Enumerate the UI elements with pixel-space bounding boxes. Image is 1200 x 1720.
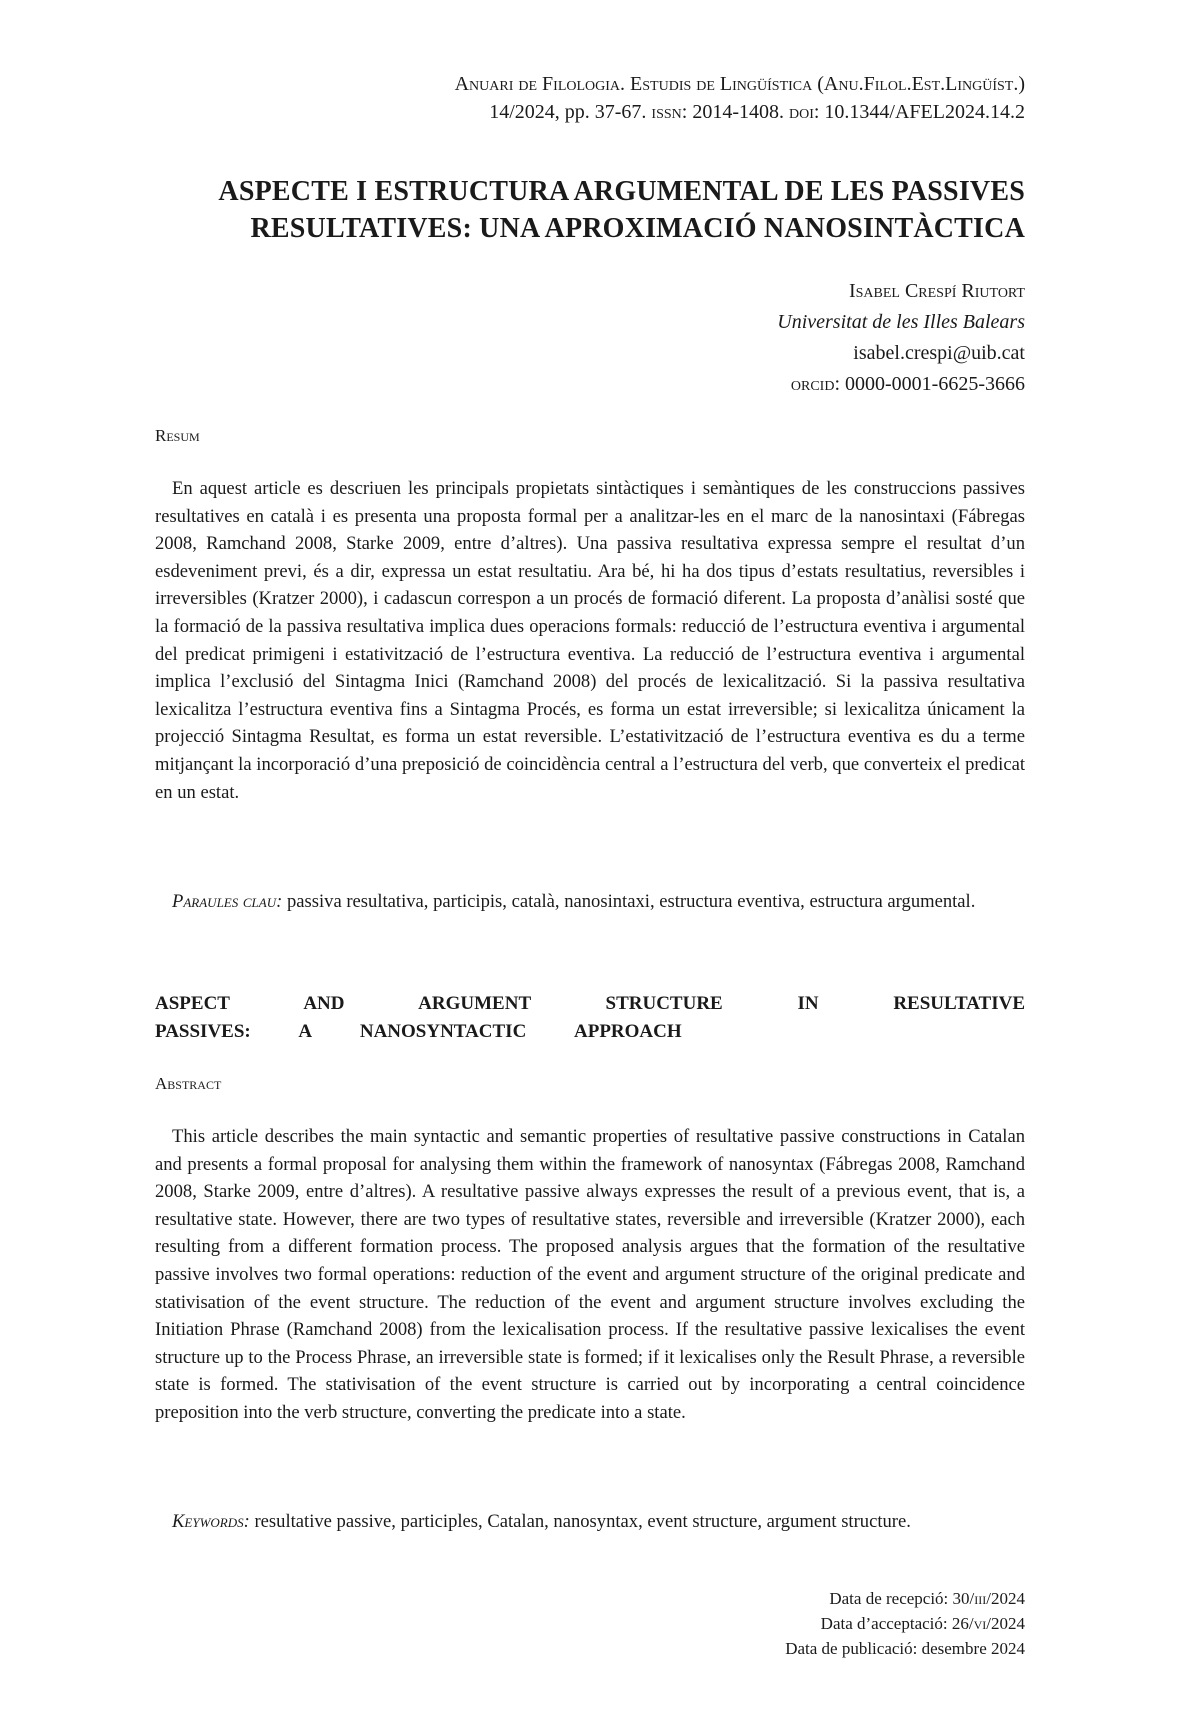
abstract-keywords-list: resultative passive, participles, Catalan, nanosyntax, event structure, argument structure. <box>249 1511 911 1532</box>
abstract-text: This article describes the main syntactic and semantic properties of resultative passive constructions in Catalan and presents a formal proposal for analysing them within the framework of nanosyntax (Fábregas 2008, Ramchand 2008, Starke 2009, entre d’altres). A resultative passive always expresses the result of a previous event, that is, a resultative state. However, there are two types of resultative states, reversible and irreversible (Kratzer 2000), each resulting from a different formation process. The proposed analysis argues that the formation of the resultative passive involves two formal operations: reduction of the event and argument structure of the original predicate and stativisation of the event structure. The reduction of the event and argument structure involves excluding the Initiation Phrase (Ramchand 2008) from the lexicalisation process. If the resultative passive lexicalises the event structure up to the Process Phrase, an irreversible state is formed; if it lexicalises only the Result Phrase, a reversible state is formed. The stativisation of the event structure is carried out by incorporating a central coincidence preposition into the verb structure, converting the predicate into a state. <box>155 1126 1025 1423</box>
date-accepted-month: vi <box>973 1614 987 1633</box>
date-received-month: iii <box>974 1589 987 1608</box>
date-received-year: /2024 <box>986 1589 1025 1608</box>
resum-text: En aquest article es descriuen les principals propietats sintàctiques i semàntiques de les construccions passives resultatives en català i es presenta una proposta formal per a analitzar-les en el marc de la nanosintaxi (Fábregas 2008, Ramchand 2008, Starke 2009, entre d’altres). Una passiva resultativa expressa sempre el resultat d’un esdeveniment previ, és a dir, expressa un estat resultatiu. Ara bé, hi ha dos tipus d’estats resultatius, reversibles i irreversibles (Kratzer 2000), i cadascun correspon a un procés de formació diferent. La proposta d’anàlisi sosté que la formació de la passiva resultativa implica dues operacions formals: reducció de l’estructura eventiva i argumental del predicat primigeni i estativització de l’estructura eventiva. La reducció de l’estructura eventiva i argumental implica l’exclusió del Sintagma Inici (Ramchand 2008) del procés de lexicalització. Si la passiva resultativa lexicalitza l’estructura eventiva fins a Sintagma Procés, es forma un estat irreversible; si lexicalitza únicament la projecció Sintagma Resultat, es forma un estat reversible. L’estativització de l’estructura eventiva es du a terme mitjançant la incorporació d’una preposició de coincidència central a l’estructura del verb, que converteix el predicat en un estat. <box>155 478 1025 803</box>
publication-dates <box>785 1586 1025 1661</box>
author-name: Isabel Crespí Riutort <box>848 280 1025 302</box>
doi-value: : 10.1344/AFEL2024.14.2 <box>813 101 1025 123</box>
paper-page <box>155 0 1025 1720</box>
author-block <box>777 276 1025 400</box>
author-email: isabel.crespi@uib.cat <box>853 342 1025 364</box>
abstract-heading: Abstract <box>155 1074 222 1093</box>
resum-keywords <box>172 888 1042 915</box>
date-accepted <box>785 1611 1025 1636</box>
date-accepted-year: /2024 <box>986 1614 1025 1633</box>
title-line-2: RESULTATIVES: UNA APROXIMACIÓ NANOSINTÀCTICA <box>250 213 1025 244</box>
journal-name: Anuari de Filologia. Estudis de Lingüística (Anu.Filol.Est.Lingüíst.) <box>454 73 1025 95</box>
title-line-1: ASPECTE I ESTRUCTURA ARGUMENTAL DE LES PASSIVES <box>218 176 1025 207</box>
date-received <box>785 1586 1025 1611</box>
orcid-label: orcid <box>790 373 835 395</box>
resum-keywords-label: Paraules clau: <box>172 891 283 912</box>
abstract-keywords-label: Keywords: <box>172 1511 250 1532</box>
date-published: Data de publicació: desembre 2024 <box>785 1639 1025 1658</box>
issn-label: issn <box>651 101 682 123</box>
volume-pages: 14/2024, pp. 37-67. <box>489 101 652 123</box>
date-accepted-prefix: Data d’acceptació: 26/ <box>820 1614 974 1633</box>
doi-label: doi <box>788 101 814 123</box>
orcid-value: : 0000-0001-6625-3666 <box>834 373 1025 395</box>
abstract-keywords <box>172 1508 1042 1535</box>
author-orcid <box>777 369 1025 400</box>
author-affiliation: Universitat de les Illes Balears <box>777 311 1025 333</box>
english-title: ASPECT AND ARGUMENT STRUCTURE IN RESULTATIVE PASSIVES: A NANOSYNTACTIC APPROACH <box>155 993 1025 1042</box>
resum-keywords-list: passiva resultativa, participis, català, nanosintaxi, estructura eventiva, estructura argumental. <box>282 891 976 912</box>
date-received-prefix: Data de recepció: 30/ <box>829 1589 975 1608</box>
paper-title <box>155 173 1025 247</box>
resum-heading: Resum <box>155 426 200 445</box>
issn-value: : 2014-1408. <box>681 101 789 123</box>
journal-citation <box>155 98 1025 126</box>
journal-header <box>155 70 1025 126</box>
